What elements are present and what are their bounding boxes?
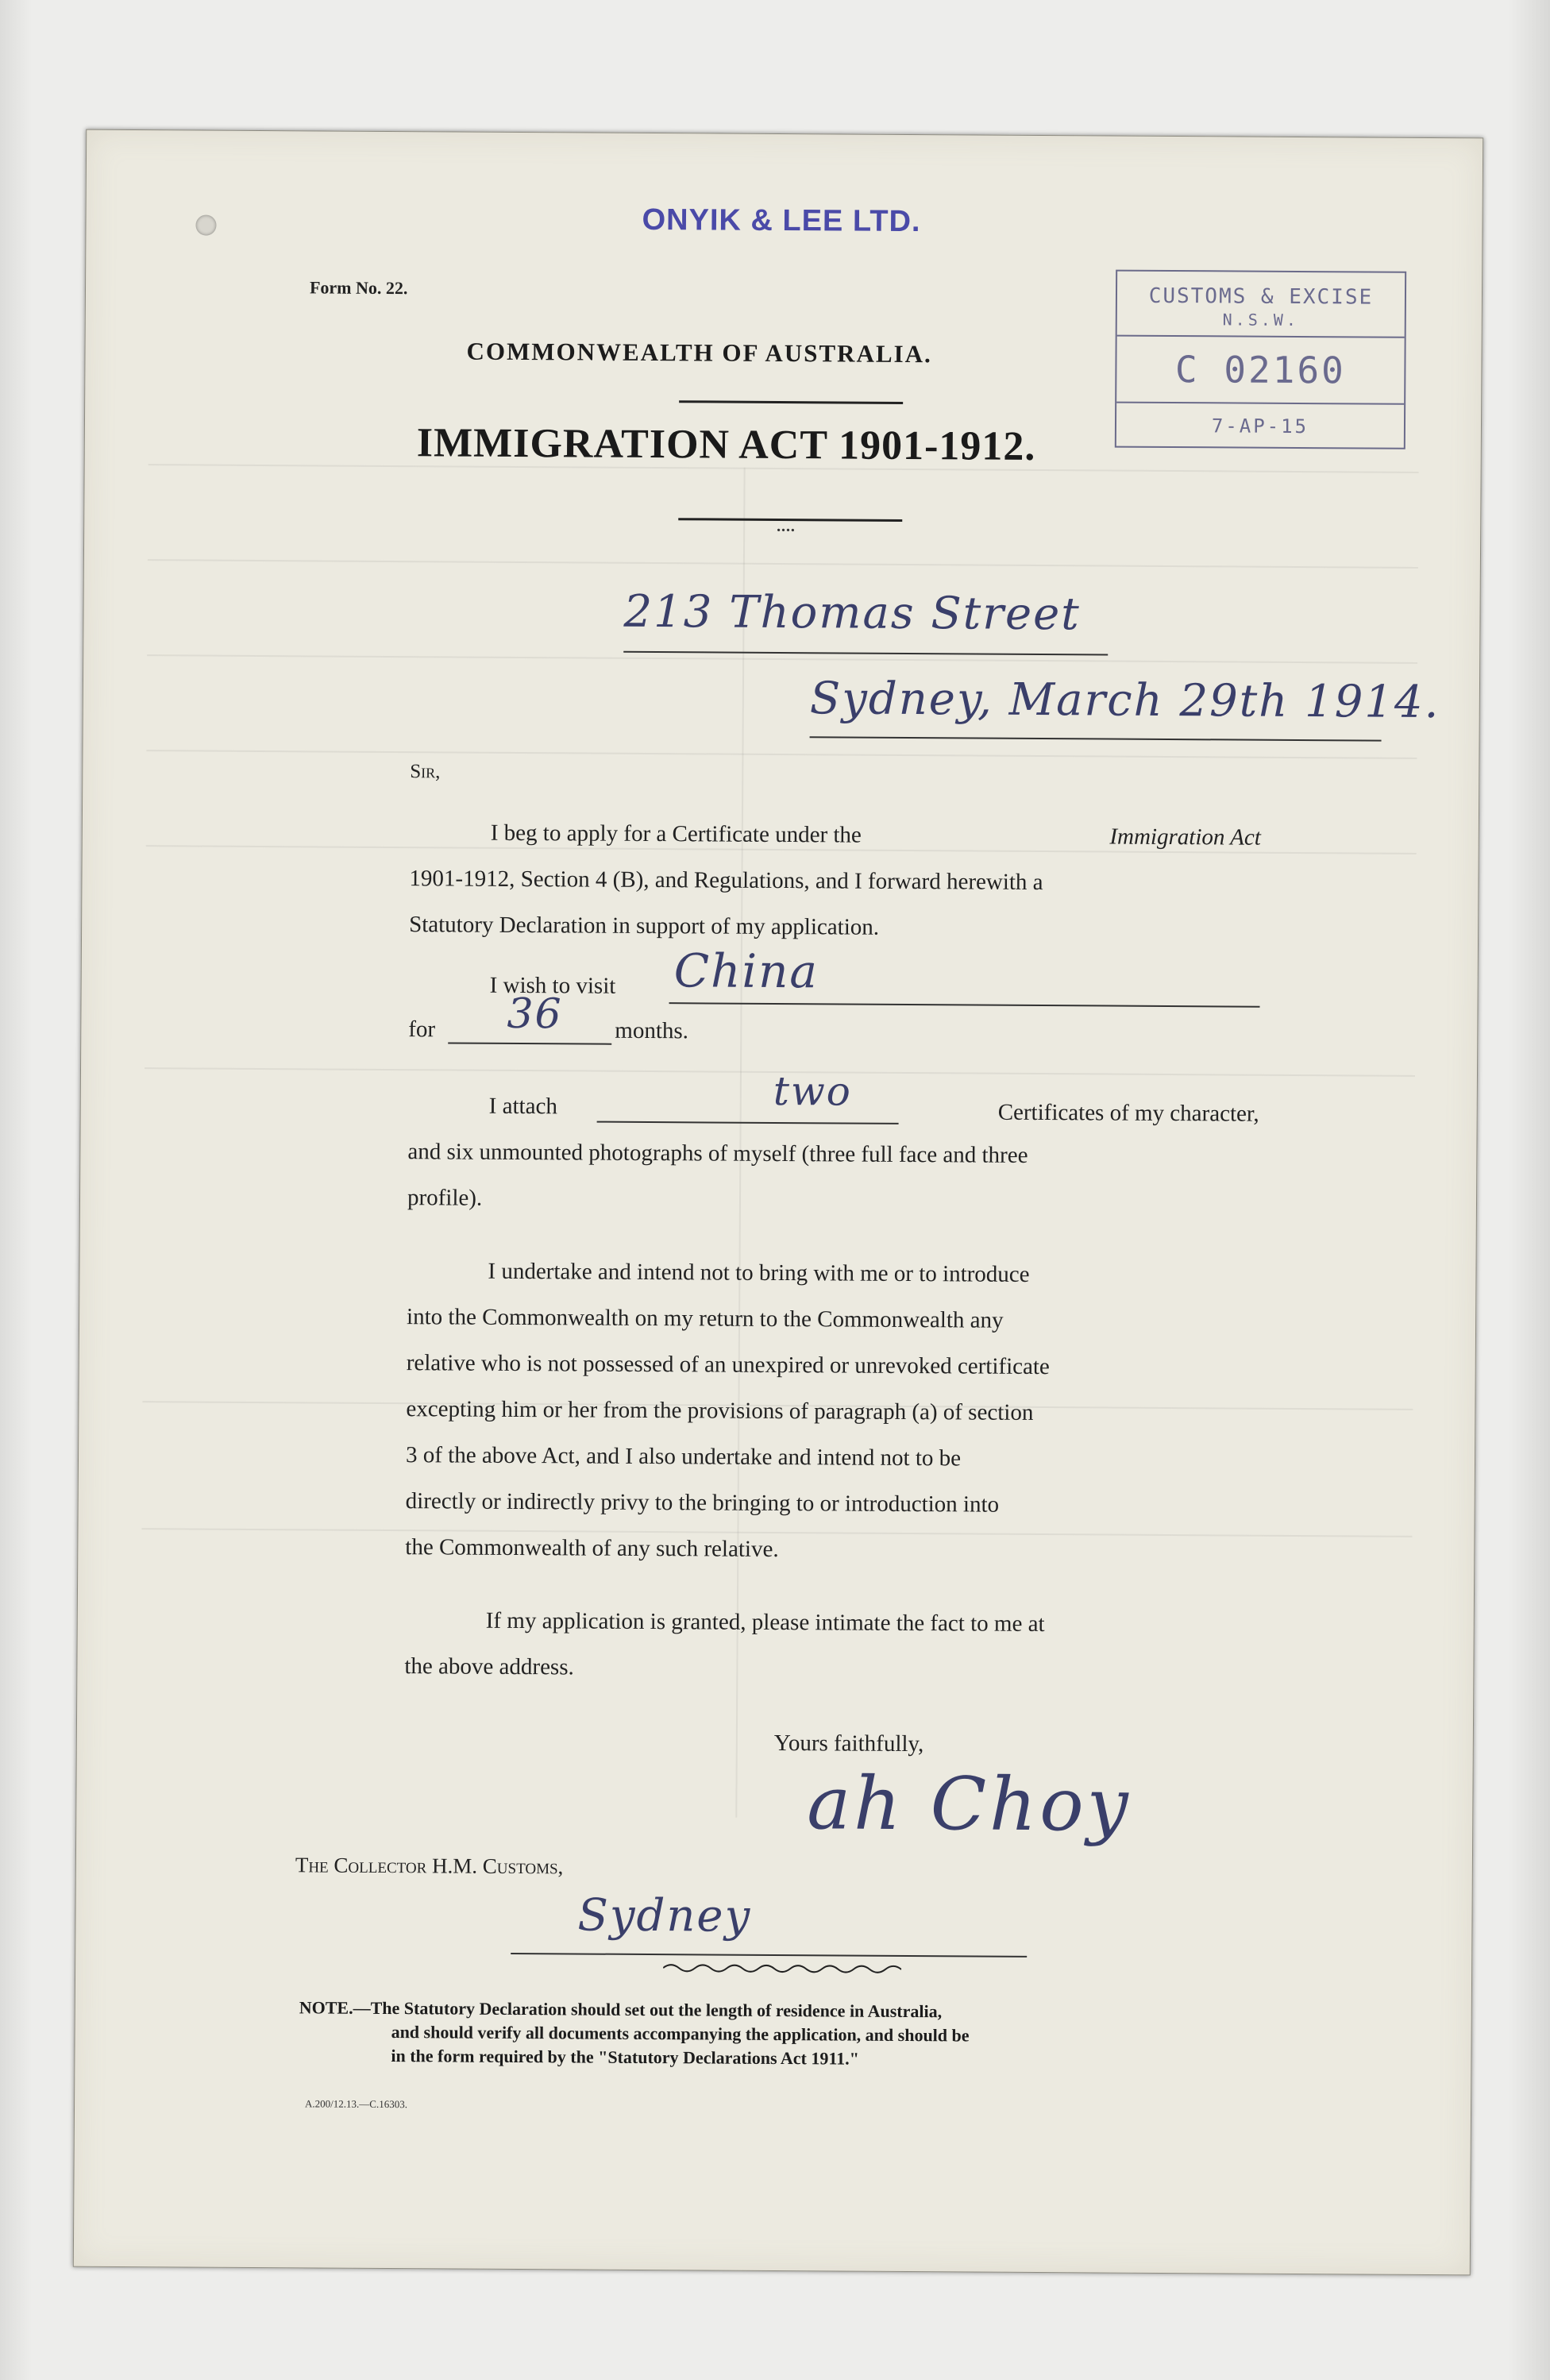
note-block bbox=[299, 1996, 1332, 2073]
print-reference: A.200/12.13.—C.16303. bbox=[305, 2097, 408, 2111]
undertaking-text-4: excepting him or her from the provisions of paragraph (a) of section bbox=[406, 1396, 1034, 1425]
customs-stamp-state: N.S.W. bbox=[1222, 310, 1299, 330]
note-line3: in the form required by the "Statutory Declarations Act 1911." bbox=[391, 2046, 859, 2069]
attach-line3 bbox=[407, 1185, 1259, 1217]
paragraph1-line1-text: I beg to apply for a Certificate under the bbox=[490, 820, 862, 848]
paragraph1-line1 bbox=[410, 820, 1261, 851]
visit-prefix: I wish to visit bbox=[489, 972, 616, 999]
visit-destination: China bbox=[673, 943, 819, 999]
note-line2: and should verify all documents accompanying the application, and should be bbox=[391, 2022, 970, 2046]
months-label: months. bbox=[615, 1017, 689, 1044]
attach-line2-text: and six unmounted photographs of myself (three full face and three bbox=[407, 1139, 1028, 1168]
attach-line3-text: profile). bbox=[407, 1185, 483, 1211]
closing: Yours faithfully, bbox=[773, 1730, 924, 1757]
attach-prefix: I attach bbox=[488, 1093, 557, 1120]
attach-suffix: Certificates of my character, bbox=[997, 1099, 1259, 1127]
undertaking-line6 bbox=[406, 1488, 1257, 1520]
undertaking-line5 bbox=[406, 1442, 1257, 1474]
address-city-date: Sydney, March 29th 1914. bbox=[809, 673, 1440, 729]
note-line1: —The Statutory Declaration should set out the length of residence in Australia, bbox=[353, 1997, 943, 2022]
customs-stamp-header: CUSTOMS & EXCISE bbox=[1148, 284, 1374, 310]
title-ornament: •••• bbox=[777, 524, 796, 538]
document-page bbox=[73, 129, 1483, 2276]
flourish-rule bbox=[663, 1960, 901, 1977]
undertaking-line2 bbox=[407, 1304, 1258, 1336]
paragraph1-line3-text: Statutory Declaration in support of my application. bbox=[409, 912, 880, 940]
recipient-city: Sydney bbox=[577, 1889, 752, 1942]
undertaking-text-3: relative who is not possessed of an unexpired or unrevoked certificate bbox=[406, 1350, 1050, 1380]
undertaking-text-1: I undertake and intend not to bring with me or to introduce bbox=[488, 1258, 1030, 1287]
paragraph1-line2 bbox=[409, 866, 1260, 897]
recipient-line1: The Collector H.M. Customs, bbox=[295, 1853, 564, 1879]
undertaking-text-2: into the Commonwealth on my return to the Commonwealth any bbox=[407, 1304, 1004, 1333]
form-number: Form No. 22. bbox=[309, 277, 408, 299]
attach-count: two bbox=[773, 1067, 853, 1115]
company-stamp: ONYIK & LEE LTD. bbox=[642, 203, 921, 239]
undertaking-text-5: 3 of the above Act, and I also undertake and intend not to be bbox=[405, 1442, 962, 1472]
undertaking-text-6: directly or indirectly privy to the bringing to or introduction into bbox=[405, 1488, 1000, 1518]
granted-text-2: the above address. bbox=[404, 1653, 574, 1680]
immigration-act-ref: Immigration Act bbox=[1109, 824, 1261, 851]
undertaking-line3 bbox=[407, 1350, 1258, 1382]
customs-excise-stamp bbox=[1115, 270, 1406, 449]
paragraph1-line3 bbox=[409, 912, 1260, 943]
customs-stamp-date: 7-AP-15 bbox=[1211, 415, 1309, 438]
for-label: for bbox=[408, 1016, 436, 1043]
signature: ah Choy bbox=[807, 1761, 1132, 1848]
granted-line1 bbox=[405, 1607, 1256, 1639]
undertaking-line7 bbox=[405, 1534, 1256, 1566]
act-title: IMMIGRATION ACT 1901-1912. bbox=[416, 420, 1036, 469]
punch-hole bbox=[195, 214, 216, 235]
salutation: Sir, bbox=[410, 761, 441, 783]
commonwealth-heading: COMMONWEALTH OF AUSTRALIA. bbox=[466, 337, 932, 368]
undertaking-line4 bbox=[406, 1396, 1257, 1428]
visit-duration: 36 bbox=[507, 989, 563, 1039]
note-label: NOTE. bbox=[299, 1997, 353, 2018]
granted-text-1: If my application is granted, please intimate the fact to me at bbox=[485, 1607, 1045, 1637]
attach-line2 bbox=[407, 1139, 1259, 1171]
undertaking-line1 bbox=[407, 1258, 1258, 1290]
paragraph1-line2-text: 1901-1912, Section 4 (B), and Regulations, and I forward herewith a bbox=[409, 866, 1043, 896]
granted-line2 bbox=[404, 1653, 1255, 1685]
address-street: 213 Thomas Street bbox=[623, 585, 1082, 641]
undertaking-text-7: the Commonwealth of any such relative. bbox=[405, 1534, 779, 1563]
customs-stamp-number: C 02160 bbox=[1174, 348, 1347, 392]
